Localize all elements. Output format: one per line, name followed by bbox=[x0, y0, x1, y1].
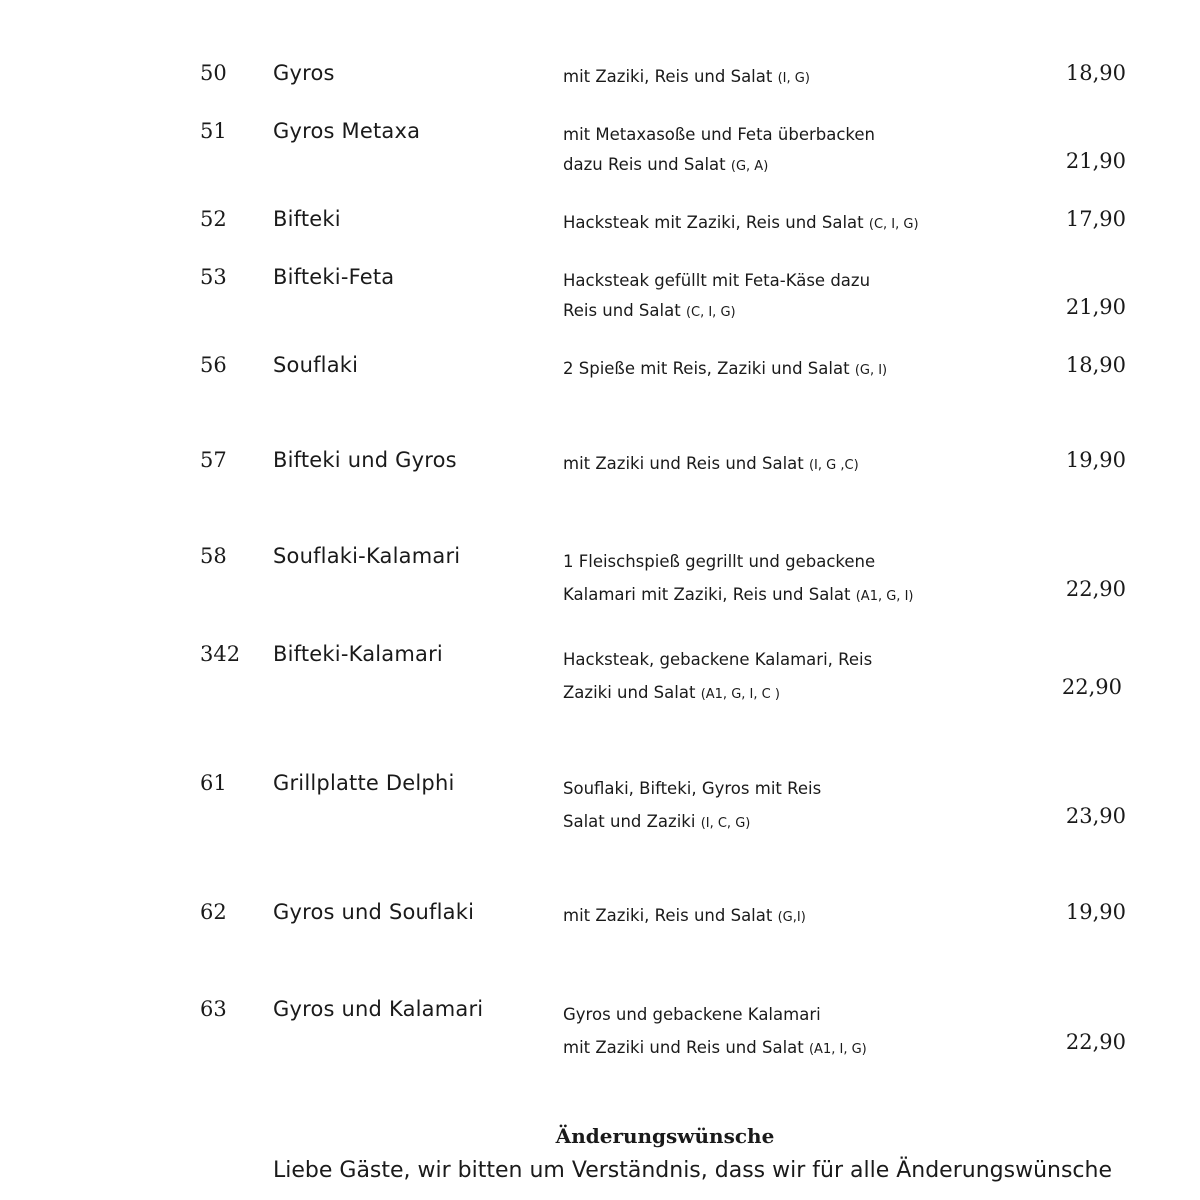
description-text: dazu Reis und Salat bbox=[563, 155, 726, 174]
item-number: 57 bbox=[200, 448, 227, 472]
item-name: Bifteki bbox=[273, 207, 341, 231]
item-name: Bifteki-Kalamari bbox=[273, 642, 443, 666]
item-number: 62 bbox=[200, 900, 227, 924]
item-price: 18,90 bbox=[1065, 61, 1126, 85]
item-name: Bifteki und Gyros bbox=[273, 448, 457, 472]
item-name: Souflaki-Kalamari bbox=[273, 544, 461, 568]
item-name: Gyros und Kalamari bbox=[273, 997, 484, 1021]
description-text: mit Metaxasoße und Feta überbacken bbox=[563, 125, 875, 144]
item-number: 51 bbox=[200, 119, 227, 143]
item-description bbox=[563, 643, 872, 711]
allergen-codes: (I, G) bbox=[777, 71, 810, 86]
item-description bbox=[563, 354, 887, 386]
allergen-codes: (G, A) bbox=[730, 159, 769, 174]
item-price: 22,90 bbox=[1065, 1030, 1126, 1054]
description-text: Hacksteak gefüllt mit Feta-Käse dazu bbox=[563, 271, 871, 290]
description-text: mit Zaziki, Reis und Salat bbox=[563, 906, 773, 925]
item-number: 52 bbox=[200, 207, 227, 231]
item-description bbox=[563, 998, 867, 1066]
item-description bbox=[563, 62, 810, 94]
description-text: Souflaki, Bifteki, Gyros mit Reis bbox=[563, 779, 822, 798]
description-text: Hacksteak mit Zaziki, Reis und Salat bbox=[563, 213, 864, 232]
description-text: Gyros und gebackene Kalamari bbox=[563, 1005, 821, 1024]
item-price: 19,90 bbox=[1065, 448, 1126, 472]
description-text: 2 Spieße mit Reis, Zaziki und Salat bbox=[563, 359, 850, 378]
item-name: Souflaki bbox=[273, 353, 359, 377]
allergen-codes: (G,I) bbox=[777, 910, 806, 925]
item-description bbox=[563, 901, 806, 933]
allergen-codes: (G, I) bbox=[854, 363, 888, 378]
allergen-codes: (A1, G, I, C ) bbox=[700, 687, 780, 702]
item-description bbox=[563, 208, 919, 240]
item-price: 19,90 bbox=[1065, 900, 1126, 924]
allergen-codes: (C, I, G) bbox=[685, 305, 736, 320]
allergen-codes: (A1, I, G) bbox=[808, 1042, 867, 1057]
item-number: 61 bbox=[200, 771, 227, 795]
item-name: Grillplatte Delphi bbox=[273, 771, 455, 795]
allergen-codes: (I, C, G) bbox=[700, 816, 751, 831]
item-price: 23,90 bbox=[1065, 804, 1126, 828]
item-description bbox=[563, 266, 870, 328]
description-text: 1 Fleischspieß gegrillt und gebackene bbox=[563, 552, 876, 571]
item-description bbox=[563, 545, 913, 613]
item-price: 21,90 bbox=[1065, 295, 1126, 319]
item-name: Gyros und Souflaki bbox=[273, 900, 475, 924]
allergen-codes: (I, G ,C) bbox=[808, 458, 859, 473]
description-text: Salat und Zaziki bbox=[563, 812, 696, 831]
item-name: Gyros bbox=[273, 61, 335, 85]
allergen-codes: (C, I, G) bbox=[868, 217, 919, 232]
item-number: 58 bbox=[200, 544, 227, 568]
item-description bbox=[563, 120, 875, 182]
item-number: 50 bbox=[200, 61, 227, 85]
item-number: 63 bbox=[200, 997, 227, 1021]
description-text: Reis und Salat bbox=[563, 301, 681, 320]
item-name: Gyros Metaxa bbox=[273, 119, 421, 143]
item-price: 17,90 bbox=[1065, 207, 1126, 231]
item-description bbox=[563, 772, 821, 840]
changes-notice: Liebe Gäste, wir bitten um Verständnis, dass wir für alle Änderungswünsche bbox=[273, 1158, 1112, 1183]
item-name: Bifteki-Feta bbox=[273, 265, 395, 289]
item-number: 342 bbox=[200, 642, 241, 666]
description-text: Kalamari mit Zaziki, Reis und Salat bbox=[563, 585, 851, 604]
changes-heading: Änderungswünsche bbox=[555, 1124, 775, 1148]
item-number: 56 bbox=[200, 353, 227, 377]
item-price: 18,90 bbox=[1065, 353, 1126, 377]
description-text: mit Zaziki und Reis und Salat bbox=[563, 454, 804, 473]
description-text: Zaziki und Salat bbox=[563, 683, 696, 702]
item-price: 21,90 bbox=[1065, 149, 1126, 173]
description-text: Hacksteak, gebackene Kalamari, Reis bbox=[563, 650, 873, 669]
allergen-codes: (A1, G, I) bbox=[855, 589, 914, 604]
item-number: 53 bbox=[200, 265, 227, 289]
description-text: mit Zaziki und Reis und Salat bbox=[563, 1038, 804, 1057]
item-description bbox=[563, 449, 859, 481]
item-price: 22,90 bbox=[1065, 577, 1126, 601]
item-price: 22,90 bbox=[1061, 675, 1122, 699]
description-text: mit Zaziki, Reis und Salat bbox=[563, 67, 773, 86]
